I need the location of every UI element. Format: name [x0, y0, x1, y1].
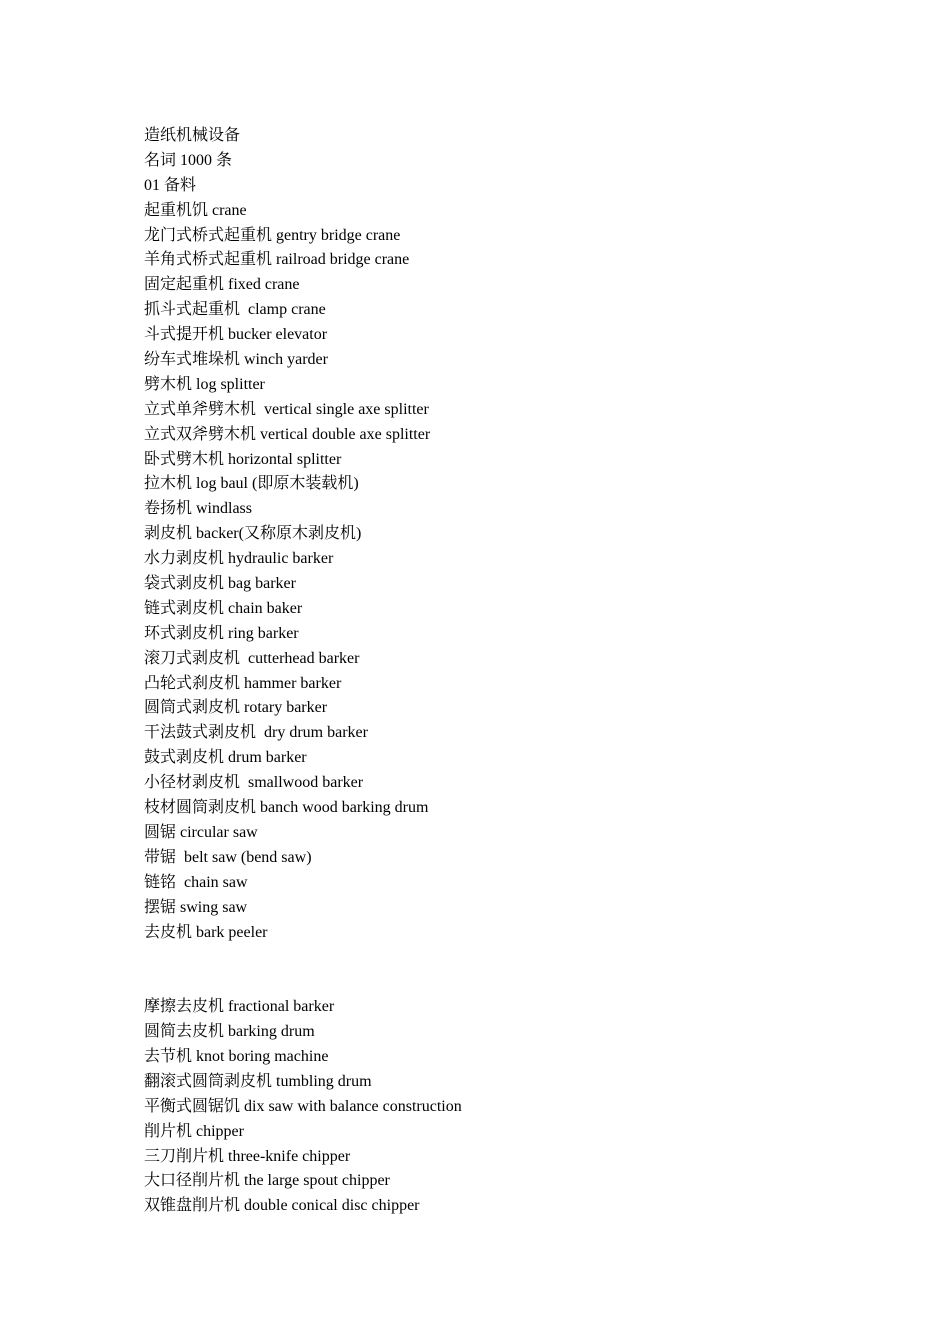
- term-line: 去节机 knot boring machine: [144, 1047, 329, 1065]
- term-line: 劈木机 log splitter: [144, 375, 265, 393]
- section-heading: 01 备料: [144, 176, 197, 194]
- term-line: 圆锯 circular saw: [144, 823, 258, 841]
- term-line: 削片机 chipper: [144, 1122, 244, 1140]
- term-line: 小径材剥皮机 smallwood barker: [144, 774, 364, 792]
- term-line: 滚刀式剥皮机 cutterhead barker: [144, 649, 360, 667]
- term-line: 圆筒式剥皮机 rotary barker: [144, 699, 328, 717]
- term-line: 起重机饥 crane: [144, 201, 247, 219]
- term-line: 鼓式剥皮机 drum barker: [144, 749, 307, 767]
- term-line: 大口径削片机 the large spout chipper: [144, 1172, 390, 1190]
- term-line: 摩擦去皮机 fractional barker: [144, 998, 335, 1016]
- term-list-1: [144, 199, 904, 946]
- term-line: 龙门式桥式起重机 gentry bridge crane: [144, 226, 401, 244]
- term-line: 立式双斧劈木机 vertical double axe splitter: [144, 425, 431, 443]
- term-list-2: [144, 995, 904, 1219]
- term-line: 拉木机 log baul (即原木装载机): [144, 475, 359, 493]
- term-line: 袋式剥皮机 bag barker: [144, 575, 296, 593]
- term-line: 摆锯 swing saw: [144, 898, 248, 916]
- term-line: 剥皮机 backer(又称原木剥皮机): [144, 525, 362, 543]
- term-line: 水力剥皮机 hydraulic barker: [144, 550, 334, 568]
- term-line: 双锥盘削片机 double conical disc chipper: [144, 1197, 420, 1215]
- term-line: 固定起重机 fixed crane: [144, 276, 300, 294]
- term-line: 链式剥皮机 chain baker: [144, 599, 303, 617]
- term-line: 圆简去皮机 barking drum: [144, 1023, 315, 1041]
- term-line: 平衡式圆锯饥 dix saw with balance construction: [144, 1097, 462, 1115]
- term-line: 带锯 belt saw (bend saw): [144, 848, 312, 866]
- term-line: 羊角式桥式起重机 railroad bridge crane: [144, 251, 410, 269]
- term-line: 斗式提开机 bucker elevator: [144, 326, 328, 344]
- document-page: [144, 124, 904, 1219]
- term-line: 去皮机 bark peeler: [144, 923, 268, 941]
- term-line: 干法鼓式剥皮机 dry drum barker: [144, 724, 368, 742]
- term-line: 凸轮式刹皮机 hammer barker: [144, 674, 342, 692]
- term-line: 链铭 chain saw: [144, 873, 248, 891]
- term-line: 抓斗式起重机 clamp crane: [144, 301, 326, 319]
- term-line: 纷车式堆垛机 winch yarder: [144, 351, 328, 369]
- term-line: 卷扬机 windlass: [144, 500, 253, 518]
- term-line: 环式剥皮机 ring barker: [144, 624, 299, 642]
- term-line: 翻滚式圆筒剥皮机 tumbling drum: [144, 1072, 372, 1090]
- paragraph-gap: [144, 945, 904, 995]
- term-line: 立式单斧劈木机 vertical single axe splitter: [144, 400, 429, 418]
- document-subtitle: 名词 1000 条: [144, 151, 233, 169]
- document-title: 造纸机械设备: [144, 127, 241, 144]
- term-line: 三刀削片机 three-knife chipper: [144, 1147, 351, 1165]
- term-line: 卧式劈木机 horizontal splitter: [144, 450, 342, 468]
- term-line: 枝材圆筒剥皮机 banch wood barking drum: [144, 799, 429, 817]
- document-header: [144, 124, 904, 199]
